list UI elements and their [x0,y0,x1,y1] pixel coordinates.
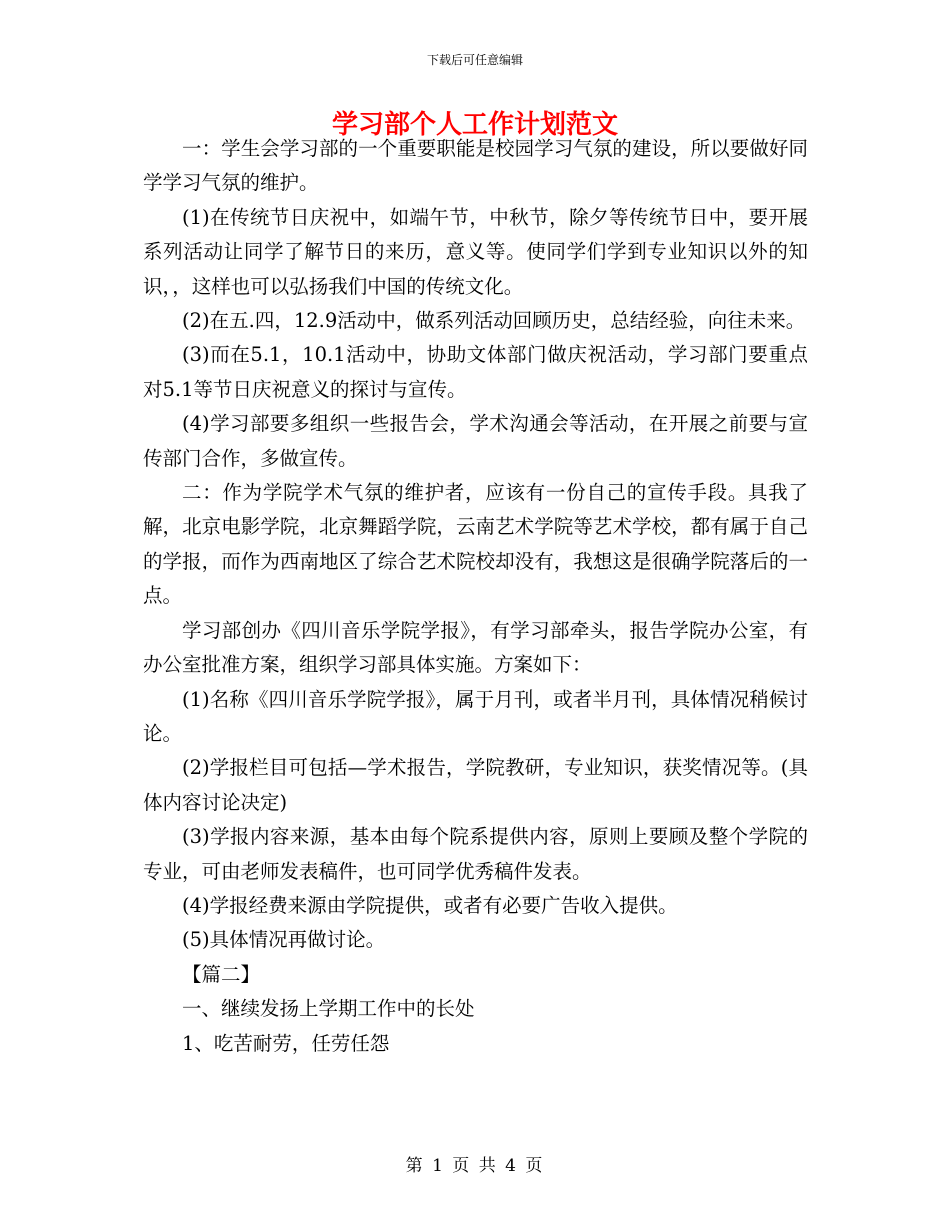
document-body [143,132,808,1061]
paragraph: 二：作为学院学术气氛的维护者，应该有一份自己的宣传手段。具我了解，北京电影学院，北京舞蹈学院，云南艺术学院等艺术学校，都有属于自己的学报，而作为西南地区了综合艺术院校却没有，我想这是很确学院落后的一点。 [143,481,808,608]
paragraph: (1)在传统节日庆祝中，如端午节，中秋节，除夕等传统节日中，要开展系列活动让同学了解节日的来历，意义等。使同学们学到专业知识以外的知识，，这样也可以弘扬我们中国的传统文化。 [143,205,808,298]
paragraph: 一、继续发扬上学期工作中的长处 [182,997,475,1021]
paragraph: (4)学报经费来源由学院提供，或者有必要广告收入提供。 [182,893,678,917]
paragraph: (2)在五.四，12.9活动中，做系列活动回顾历史，总结经验，向往未来。 [182,309,806,333]
paragraph: 学习部创办《四川音乐学院学报》，有学习部牵头，报告学院办公室，有办公室批准方案，组织学习部具体实施。方案如下： [143,618,808,677]
paragraph: (2)学报栏目可包括—学术报告，学院教研，专业知识，获奖情况等。(具体内容讨论决定) [143,756,808,814]
paragraph: (4)学习部要多组织一些报告会，学术沟通会等活动，在开展之前要与宣传部门合作，多做宣传。 [143,412,808,470]
paragraph: (3)而在5.1，10.1活动中，协助文体部门做庆祝活动，学习部门要重点对5.1等节日庆祝意义的探讨与宣传。 [143,343,808,401]
document-title: 学习部个人工作计划范文 [331,110,618,140]
page-header: 下载后可任意编辑 [426,53,523,67]
page-number: 第 1 页 共 4 页 [405,1156,545,1176]
paragraph: 一：学生会学习部的一个重要职能是校园学习气氛的建设，所以要做好同学学习气氛的维护。 [143,137,808,195]
paragraph: (1)名称《四川音乐学院学报》，属于月刊，或者半月刊，具体情况稍候讨论。 [143,687,808,745]
paragraph: 1、吃苦耐劳，任劳任怨 [182,1031,390,1055]
paragraph: (5)具体情况再做讨论。 [182,928,386,952]
paragraph: (3)学报内容来源，基本由每个院系提供内容，原则上要顾及整个学院的专业，可由老师发表稿件，也可同学优秀稿件发表。 [143,825,808,883]
section-heading: 【篇二】 [182,962,261,986]
